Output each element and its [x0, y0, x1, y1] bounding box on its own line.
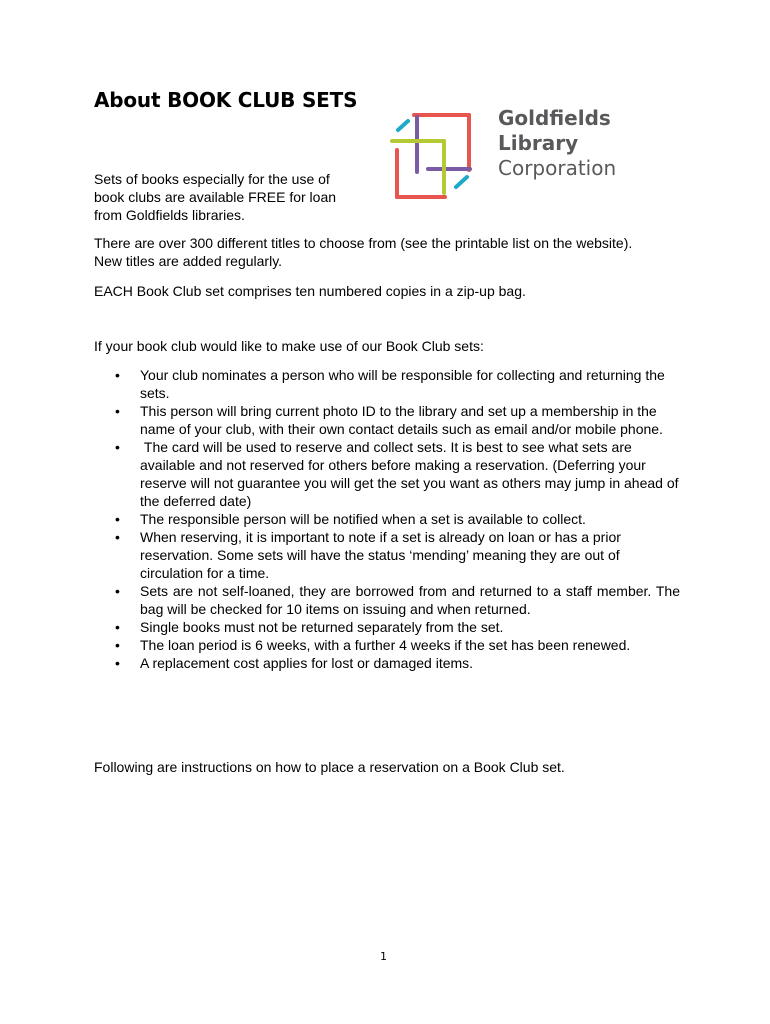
- list-item-text: The responsible person will be notified when a set is available to collect.: [140, 511, 586, 527]
- list-item-text: The card will be used to reserve and collect sets. It is best to see what sets are available and not reserved for others before making a reservation. (Deferring your reserve will not guarantee you will get the set you want as others may jump in ahead of the deferred date): [140, 439, 683, 509]
- goldfields-library-logo: [386, 90, 648, 216]
- logo-mark-icon: [386, 90, 496, 216]
- titles-paragraph: There are over 300 different titles to choose from (see the printable list on the website). New titles are added regularly.: [94, 235, 633, 269]
- list-item: [94, 654, 680, 672]
- bullet-icon: •: [115, 655, 120, 671]
- logo-line-1: Goldfields: [498, 106, 611, 130]
- list-item: [94, 618, 680, 636]
- bullet-icon: •: [115, 583, 120, 599]
- page-title: About BOOK CLUB SETS: [94, 88, 358, 112]
- logo-wordmark: [498, 106, 616, 181]
- list-item: [94, 510, 680, 528]
- instructions-paragraph: Following are instructions on how to place a reservation on a Book Club set.: [94, 759, 565, 775]
- book-club-usage-paragraph: If your book club would like to make use of our Book Club sets:: [94, 338, 484, 354]
- list-item: [94, 366, 680, 402]
- list-item: [94, 438, 683, 510]
- logo-line-3: Corporation: [498, 156, 617, 180]
- rules-bullet-list: [94, 366, 683, 672]
- list-item-text: Your club nominates a person who will be responsible for collecting and returning the sets.: [140, 367, 665, 401]
- list-item-text: Single books must not be returned separately from the set.: [140, 619, 504, 635]
- bullet-icon: •: [115, 637, 120, 653]
- bullet-icon: •: [115, 367, 120, 383]
- intro-paragraph: Sets of books especially for the use of book clubs are available FREE for loan from Goldfields libraries.: [94, 171, 337, 223]
- bullet-icon: •: [115, 529, 120, 545]
- bullet-icon: •: [115, 403, 120, 419]
- list-item-text: When reserving, it is important to note if a set is already on loan or has a prior reservation. Some sets will have the status ‘mending’ meaning they are out of circulation for a time.: [140, 529, 621, 581]
- logo-line-2: Library: [498, 131, 579, 155]
- list-item-text: This person will bring current photo ID to the library and set up a membership in the name of your club, with their own contact details such as email and/or mobile phone.: [140, 403, 663, 437]
- each-set-paragraph: EACH Book Club set comprises ten numbered copies in a zip-up bag.: [94, 283, 526, 299]
- list-item: [94, 636, 680, 654]
- list-item: [94, 528, 680, 582]
- bullet-icon: •: [115, 619, 120, 635]
- list-item: [94, 402, 680, 438]
- bullet-icon: •: [115, 511, 120, 527]
- list-item-text: The loan period is 6 weeks, with a further 4 weeks if the set has been renewed.: [140, 637, 631, 653]
- list-item: [94, 582, 680, 618]
- list-item-text: A replacement cost applies for lost or damaged items.: [140, 655, 474, 671]
- list-item-text: Sets are not self-loaned, they are borrowed from and returned to a staff member. The bag will be checked for 10 items on issuing and when returned.: [140, 583, 680, 617]
- bullet-icon: •: [115, 439, 120, 455]
- page-number: 1: [380, 950, 387, 963]
